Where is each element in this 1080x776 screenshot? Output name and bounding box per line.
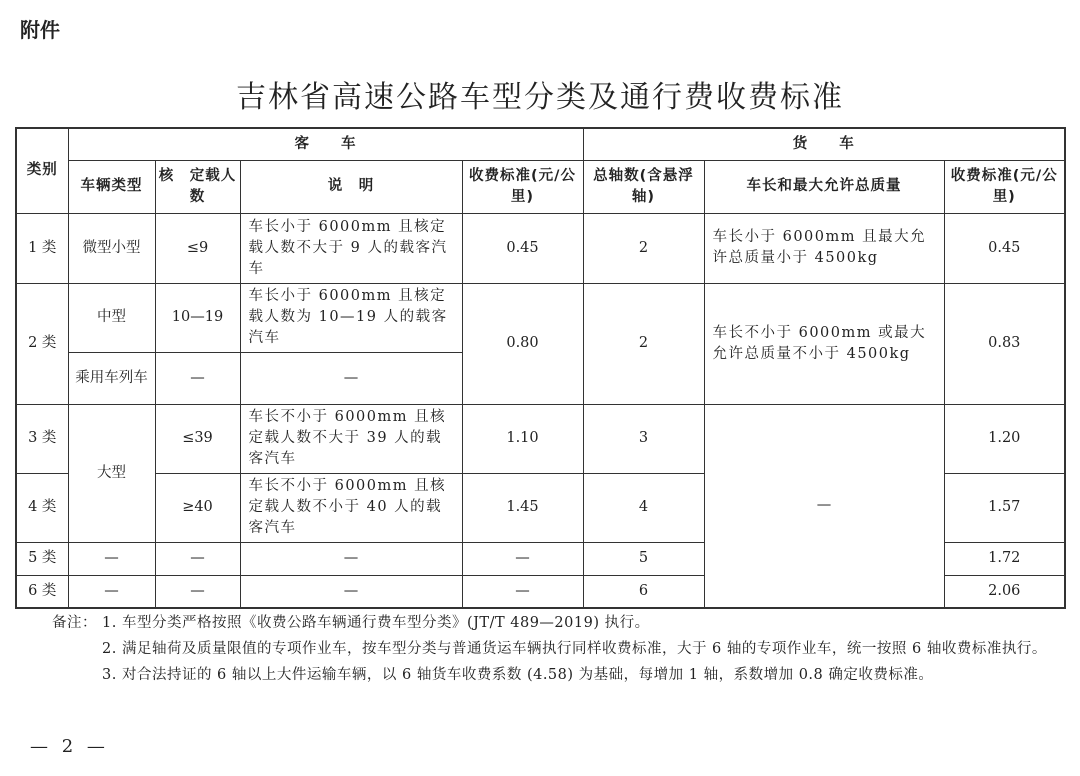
axles-cell: 2 [583,283,704,404]
axles-cell: 5 [583,542,704,575]
truck-rate-cell: 0.45 [944,213,1065,283]
seats-cell: ≤39 [155,404,240,473]
note-item [52,636,1067,662]
description-cell: 车长小于 6000mm 且核定载人数不大于 9 人的载客汽车 [240,213,462,283]
axles-cell: 2 [583,213,704,283]
vehicle-type-cell: 中型 [68,283,155,352]
passenger-rate-cell: 0.45 [462,213,583,283]
table-row-class-3 [16,404,1065,473]
header-truck-group: 货 车 [583,128,1065,160]
seats-cell: — [155,352,240,404]
category-cell: 3 类 [16,404,68,473]
passenger-rate-cell: — [462,575,583,608]
header-axles: 总轴数(含悬浮轴) [583,160,704,213]
table-row-class-1 [16,213,1065,283]
seats-cell: ≤9 [155,213,240,283]
category-cell: 4 类 [16,473,68,542]
description-cell: — [240,575,462,608]
seats-cell: 10—19 [155,283,240,352]
category-cell: 2 类 [16,283,68,404]
seats-cell: — [155,575,240,608]
vehicle-type-cell: 微型小型 [68,213,155,283]
category-cell: 6 类 [16,575,68,608]
description-cell: 车长不小于 6000mm 且核定载人数不小于 40 人的载客汽车 [240,473,462,542]
note-text: 2. 满足轴荷及质量限值的专项作业车，按车型分类与普通货运车辆执行同样收费标准，大于 6 轴的专项作业车，统一按照 6 轴收费标准执行。 [102,641,1047,657]
truck-rate-cell: 1.20 [944,404,1065,473]
passenger-rate-cell: 0.80 [462,283,583,404]
description-cell: — [240,542,462,575]
header-passenger-rate: 收费标准(元/公里) [462,160,583,213]
truck-spec-cell: 车长不小于 6000mm 或最大允许总质量不小于 4500kg [704,283,944,404]
page-number: — 2 — [30,736,109,757]
header-description: 说 明 [240,160,462,213]
header-truck-rate: 收费标准(元/公里) [944,160,1065,213]
description-cell: 车长不小于 6000mm 且核定载人数不大于 39 人的载客汽车 [240,404,462,473]
truck-rate-cell: 0.83 [944,283,1065,404]
vehicle-type-cell: — [68,542,155,575]
description-cell: — [240,352,462,404]
header-category: 类别 [16,128,68,213]
passenger-rate-cell: 1.10 [462,404,583,473]
truck-spec-cell: — [704,404,944,608]
note-item [52,662,1067,688]
passenger-rate-cell: — [462,542,583,575]
attachment-label: 附件 [20,18,60,42]
truck-spec-cell: 车长小于 6000mm 且最大允许总质量小于 4500kg [704,213,944,283]
seats-cell: ≥40 [155,473,240,542]
vehicle-type-cell: — [68,575,155,608]
category-cell: 5 类 [16,542,68,575]
vehicle-type-cell: 大型 [68,404,155,542]
page-title: 吉林省高速公路车型分类及通行费收费标准 [236,80,844,115]
category-cell: 1 类 [16,213,68,283]
toll-standard-table [15,127,1066,609]
truck-rate-cell: 1.72 [944,542,1065,575]
notes-section [52,610,1067,688]
note-item [52,610,1067,636]
header-truck-spec: 车长和最大允许总质量 [704,160,944,213]
header-vehicle-type: 车辆类型 [68,160,155,213]
seats-cell: — [155,542,240,575]
table-row-class-2 [16,283,1065,352]
header-row-1 [16,128,1065,160]
truck-rate-cell: 2.06 [944,575,1065,608]
passenger-rate-cell: 1.45 [462,473,583,542]
notes-label: 备注： [52,615,97,631]
header-seats: 核 定载人数 [155,160,240,213]
vehicle-type-cell: 乘用车列车 [68,352,155,404]
axles-cell: 3 [583,404,704,473]
header-row-2 [16,160,1065,213]
header-passenger-group: 客 车 [68,128,583,160]
axles-cell: 6 [583,575,704,608]
description-cell: 车长小于 6000mm 且核定载人数为 10—19 人的载客汽车 [240,283,462,352]
note-text: 3. 对合法持证的 6 轴以上大件运输车辆，以 6 轴货车收费系数 (4.58) 为基础，每增加 1 轴，系数增加 0.8 确定收费标准。 [102,667,934,683]
axles-cell: 4 [583,473,704,542]
note-text: 1. 车型分类严格按照《收费公路车辆通行费车型分类》(JT/T 489—2019) 执行。 [102,615,650,631]
truck-rate-cell: 1.57 [944,473,1065,542]
